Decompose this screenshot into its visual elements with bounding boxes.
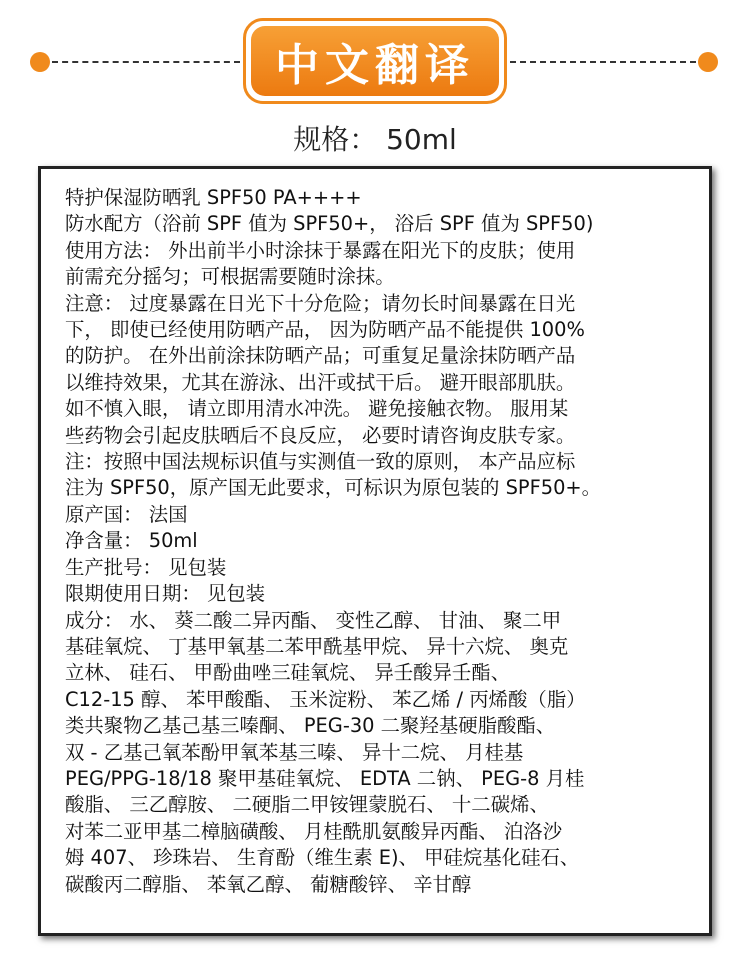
spec-heading: 规格： 50ml: [293, 123, 457, 156]
text-line: 特护保湿防晒乳 SPF50 PA++++: [65, 186, 362, 209]
text-line: 些药物会引起皮肤晒后不良反应， 必要时请咨询皮肤专家。: [65, 423, 576, 447]
text-line: PEG/PPG-18/18 聚甲基硅氧烷、 EDTA 二钠、 PEG-8 月桂: [65, 766, 585, 790]
right-dot-ornament: [698, 52, 718, 72]
text-line: 酸脂、 三乙醇胺、 二硬脂二甲铵锂蒙脱石、 十二碳烯、: [65, 793, 549, 817]
right-dashed-line: [510, 61, 696, 63]
text-line: 双 - 乙基己氧苯酚甲氧苯基三嗪、 异十二烷、 月桂基: [65, 740, 524, 764]
text-line: 原产国： 法国: [65, 502, 188, 526]
text-line: 类共聚物乙基己基三嗪酮、 PEG-30 二聚羟基硬脂酸酯、: [65, 714, 556, 738]
title-badge: 中文翻译: [251, 26, 499, 96]
text-line: 如不慎入眼， 请立即用清水冲洗。 避免接触衣物。 服用某: [65, 397, 569, 421]
label-text-box: [38, 166, 712, 936]
text-line: 下， 即使已经使用防晒产品， 因为防晒产品不能提供 100%: [65, 318, 585, 342]
text-line: 净含量： 50ml: [65, 529, 198, 553]
text-line: 使用方法： 外出前半小时涂抹于暴露在阳光下的皮肤；使用: [65, 238, 576, 262]
text-line: 注为 SPF50，原产国无此要求，可标识为原包装的 SPF50+。: [65, 476, 602, 500]
text-line: 防水配方（浴前 SPF 值为 SPF50+， 浴后 SPF 值为 SPF50): [65, 212, 594, 236]
text-line: 生产批号： 见包装: [65, 555, 227, 579]
left-dashed-line: [52, 61, 240, 63]
text-line: 对苯二亚甲基二樟脑磺酸、 月桂酰肌氨酸异丙酯、 泊洛沙: [65, 819, 563, 843]
text-line: 注：按照中国法规标识值与实测值一致的原则， 本产品应标: [65, 450, 576, 474]
text-line: 限期使用日期： 见包装: [65, 582, 266, 606]
text-line: 的防护。 在外出前涂抹防晒产品；可重复足量涂抹防晒产品: [65, 344, 576, 368]
text-line: 以维持效果，尤其在游泳、出汗或拭干后。 避开眼部肌肤。: [65, 370, 576, 394]
text-line: 注意： 过度暴露在日光下十分危险；请勿长时间暴露在日光: [65, 291, 576, 315]
text-line: 立林、 硅石、 甲酚曲唑三硅氧烷、 异壬酸异壬酯、: [65, 661, 511, 685]
left-dot-ornament: [30, 52, 50, 72]
text-line: 碳酸丙二醇脂、 苯氧乙醇、 葡糖酸锌、 辛甘醇: [65, 872, 472, 896]
text-line: 成分： 水、 葵二酸二异丙酯、 变性乙醇、 甘油、 聚二甲: [65, 608, 562, 632]
text-line: C12-15 醇、 苯甲酸酯、 玉米淀粉、 苯乙烯 / 丙烯酸（脂）: [65, 687, 586, 711]
label-text-body: [65, 185, 691, 898]
text-line: 前需充分摇匀；可根据需要随时涂抹。: [65, 265, 395, 289]
text-line: 姆 407、 珍珠岩、 生育酚（维生素 E)、 甲硅烷基化硅石、: [65, 846, 580, 870]
text-line: 基硅氧烷、 丁基甲氧基二苯甲酰基甲烷、 异十六烷、 奥克: [65, 634, 569, 658]
